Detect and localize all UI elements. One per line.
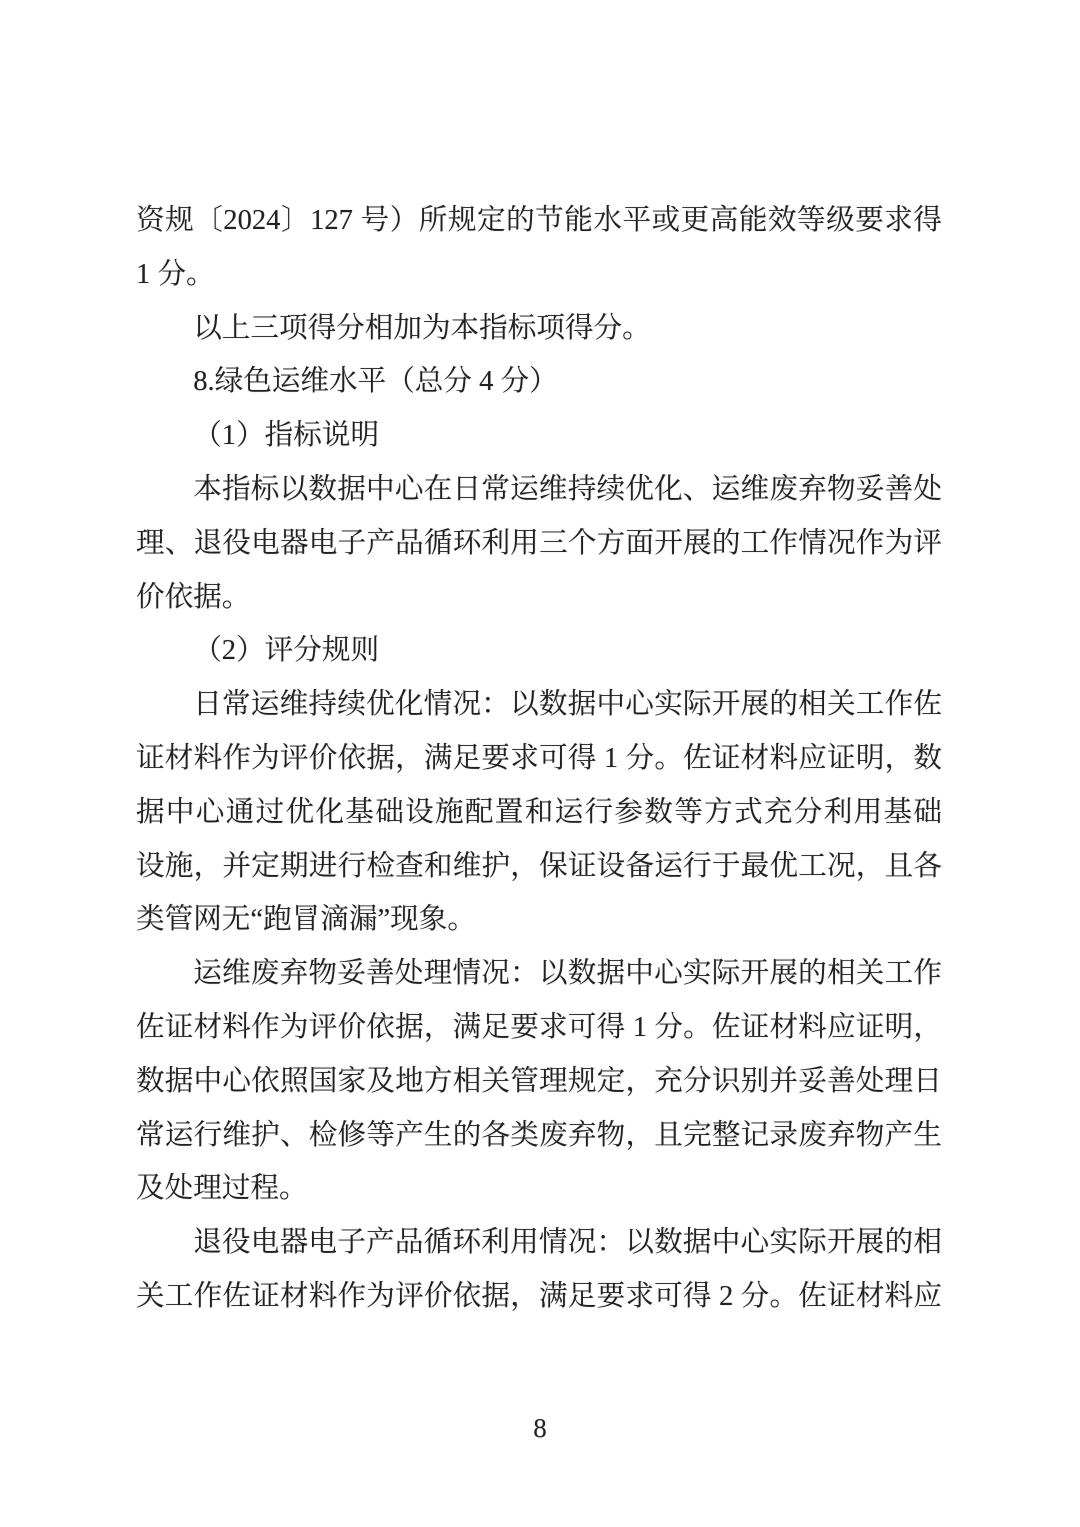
text-line: （2）评分规则: [193, 635, 380, 667]
text-line: 常运行维护、检修等产生的各类废弃物，且完整记录废弃物产生: [136, 1119, 942, 1151]
page-number: 8: [533, 1413, 547, 1443]
text-line: 以上三项得分相加为本指标项得分。: [193, 312, 651, 344]
text-line: 运维废弃物妥善处理情况：以数据中心实际开展的相关工作: [193, 958, 942, 990]
text-line: 据中心通过优化基础设施配置和运行参数等方式充分利用基础: [136, 796, 942, 828]
text-line: 数据中心依照国家及地方相关管理规定，充分识别并妥善处理日: [136, 1065, 942, 1097]
text-line: 理、退役电器电子产品循环利用三个方面开展的工作情况作为评: [136, 527, 942, 559]
text-line: 设施，并定期进行检查和维护，保证设备运行于最优工况，且各: [136, 850, 942, 882]
text-line: 8.绿色运维水平（总分 4 分）: [193, 366, 558, 398]
text-line: 资规〔2024〕127 号）所规定的节能水平或更高能效等级要求得: [136, 205, 942, 236]
text-line: 类管网无“跑冒滴漏”现象。: [136, 904, 476, 936]
text-line: （1）指标说明: [193, 420, 380, 452]
text-line: 佐证材料作为评价依据，满足要求可得 1 分。佐证材料应证明，: [136, 1011, 942, 1043]
text-line: 退役电器电子产品循环利用情况：以数据中心实际开展的相: [193, 1227, 942, 1259]
text-line: 价依据。: [136, 581, 251, 613]
text-line: 本指标以数据中心在日常运维持续优化、运维废弃物妥善处: [193, 473, 942, 505]
text-line: 关工作佐证材料作为评价依据，满足要求可得 2 分。佐证材料应: [136, 1280, 942, 1312]
text-line: 及处理过程。: [136, 1173, 308, 1205]
text-line: 证材料作为评价依据，满足要求可得 1 分。佐证材料应证明，数: [136, 742, 942, 774]
text-block: [136, 194, 942, 1324]
text-line: 日常运维持续优化情况：以数据中心实际开展的相关工作佐: [193, 689, 942, 721]
text-line: 1 分。: [136, 258, 215, 290]
